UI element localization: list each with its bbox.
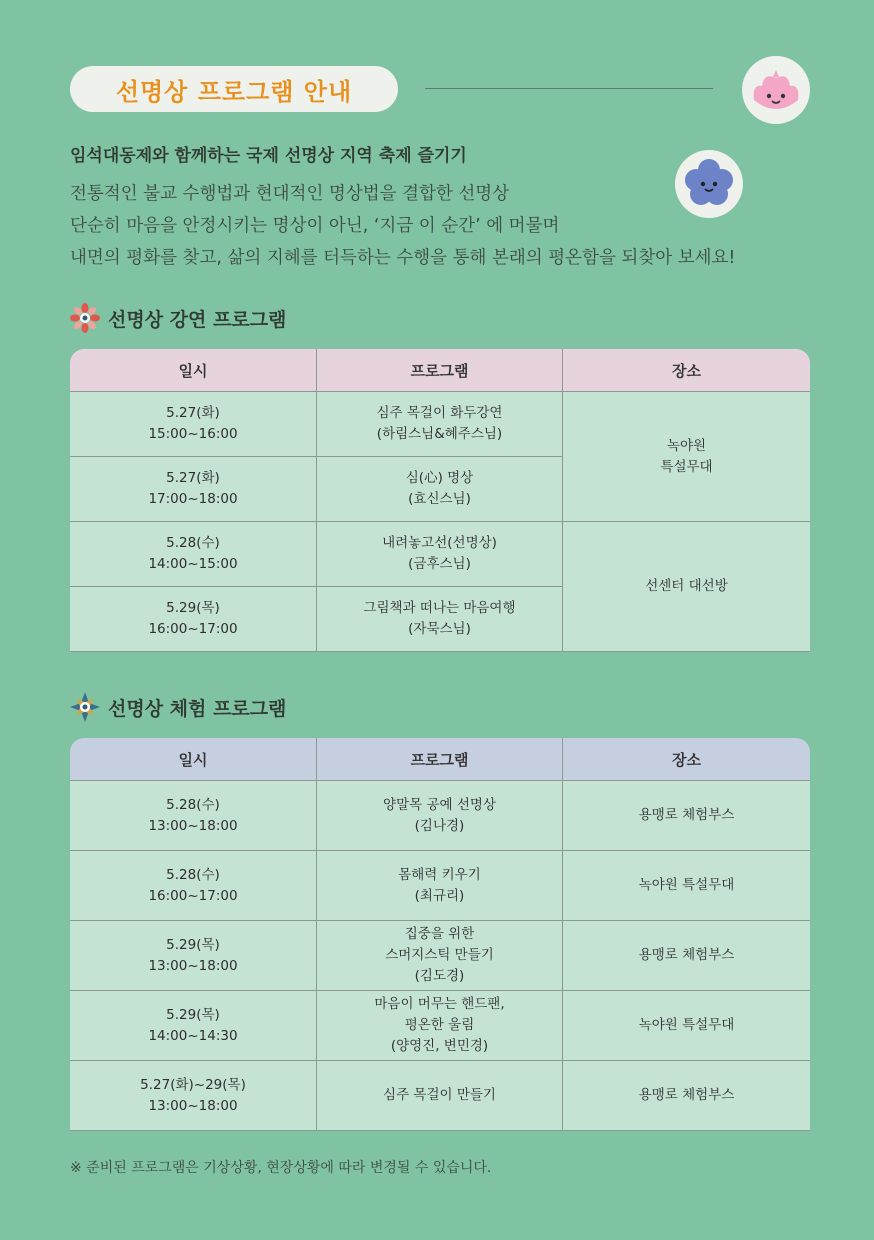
program-line: 그림책과 떠나는 마음여행 [363, 600, 516, 616]
date-cell [70, 781, 317, 851]
column-header: 프로그램 [317, 738, 563, 781]
program-cell [317, 781, 563, 851]
program-line: 집중을 위한 [404, 926, 475, 942]
time: 17:00~18:00 [148, 491, 238, 507]
date: 5.29(목) [166, 600, 220, 616]
column-header: 장소 [563, 738, 810, 781]
column-header: 프로그램 [317, 349, 563, 392]
table-row [70, 522, 810, 587]
program-line: (김나경) [414, 817, 465, 834]
venue-cell: 용맹로 체험부스 [563, 781, 810, 851]
date: 5.29(목) [166, 936, 220, 953]
date-cell [70, 522, 317, 587]
experience-table [70, 738, 810, 1131]
lotus-face-icon [742, 56, 810, 124]
venue-cell [563, 522, 810, 652]
table-row [70, 781, 810, 851]
column-header: 일시 [70, 738, 317, 781]
date-cell [70, 921, 317, 991]
date: 5.29(목) [166, 1006, 220, 1023]
date-cell [70, 1061, 317, 1131]
program-line: (효신스님) [408, 491, 471, 507]
venue-line: 선센터 대선방 [645, 578, 728, 594]
section-title: 선명상 체험 프로그램 [108, 697, 287, 720]
program-line: 심주 목걸이 화두강연 [376, 405, 503, 421]
venue-line: 녹야원 [666, 437, 707, 454]
program-line: (김도경) [414, 968, 465, 984]
program-cell [317, 1061, 563, 1131]
program-line: 마음이 머무는 핸드팬, [374, 996, 505, 1012]
footnote: ※ 준비된 프로그램은 기상상황, 현장상황에 따라 변경될 수 있습니다. [70, 1160, 492, 1176]
date-cell [70, 851, 317, 921]
program-cell [317, 921, 563, 991]
table-row [70, 921, 810, 991]
intro-line: 내면의 평화를 찾고, 삶의 지혜를 터득하는 수행을 통해 본래의 평온함을 되찾아 보세요! [70, 248, 736, 268]
date: 5.28(수) [166, 796, 220, 813]
time: 16:00~17:00 [148, 887, 238, 904]
program-line: (금후스님) [408, 556, 471, 572]
program-line: 내려놓고선(선명상) [382, 535, 497, 551]
program-line: 양말목 공예 선명상 [383, 796, 496, 813]
intro-text [70, 178, 830, 274]
time: 14:00~15:00 [148, 556, 238, 572]
program-cell [317, 991, 563, 1061]
pink-flower-bullet-icon [70, 303, 100, 333]
program-cell [317, 392, 563, 457]
lecture-table [70, 349, 810, 652]
subtitle: 임석대동제와 함께하는 국제 선명상 지역 축제 즐기기 [70, 146, 467, 166]
program-line: (양영진, 변민경) [390, 1038, 489, 1054]
column-header: 장소 [563, 349, 810, 392]
program-cell [317, 522, 563, 587]
date-cell [70, 587, 317, 652]
venue-line: 특설무대 [660, 458, 713, 475]
date: 5.27(화) [166, 405, 220, 421]
section-title: 선명상 강연 프로그램 [108, 308, 287, 331]
page-title: 선명상 프로그램 안내 [70, 66, 398, 112]
table-row [70, 991, 810, 1061]
date: 5.27(화) [166, 470, 220, 486]
time: 13:00~18:00 [148, 957, 238, 974]
program-cell [317, 457, 563, 522]
venue-cell: 용맹로 체험부스 [563, 1061, 810, 1131]
program-line: 심주 목걸이 만들기 [383, 1087, 496, 1103]
column-header: 일시 [70, 349, 317, 392]
time: 13:00~18:00 [148, 1097, 238, 1114]
experience-section-heading [70, 692, 286, 722]
venue-cell [563, 392, 810, 522]
program-line: 스머지스틱 만들기 [385, 947, 494, 963]
blue-flower-bullet-icon [70, 692, 100, 722]
venue-cell: 녹야원 특설무대 [563, 991, 810, 1061]
program-cell [317, 851, 563, 921]
program-line: 심(心) 명상 [405, 470, 474, 486]
time: 16:00~17:00 [148, 621, 238, 637]
intro-line: 전통적인 불교 수행법과 현대적인 명상법을 결합한 선명상 [70, 184, 510, 204]
date-cell [70, 392, 317, 457]
date: 5.28(수) [166, 535, 220, 551]
time: 14:00~14:30 [148, 1027, 238, 1044]
date: 5.27(화)~29(목) [140, 1076, 246, 1093]
venue-cell: 용맹로 체험부스 [563, 921, 810, 991]
date-cell [70, 457, 317, 522]
program-cell [317, 587, 563, 652]
program-line: 평온한 울림 [404, 1017, 475, 1033]
date: 5.28(수) [166, 866, 220, 883]
lecture-section-heading [70, 303, 286, 333]
table-row [70, 1061, 810, 1131]
time: 13:00~18:00 [148, 817, 238, 834]
program-line: (자묵스님) [408, 621, 471, 637]
time: 15:00~16:00 [148, 426, 238, 442]
venue-cell: 녹야원 특설무대 [563, 851, 810, 921]
title-divider [425, 88, 713, 89]
program-line: 몸해력 키우기 [398, 866, 481, 883]
date-cell [70, 991, 317, 1061]
program-line: (최규리) [414, 887, 465, 904]
table-row [70, 851, 810, 921]
intro-line: 단순히 마음을 안정시키는 명상이 아닌, ‘지금 이 순간’ 에 머물며 [70, 216, 560, 236]
table-row [70, 392, 810, 457]
program-line: (하림스님&혜주스님) [376, 426, 503, 442]
